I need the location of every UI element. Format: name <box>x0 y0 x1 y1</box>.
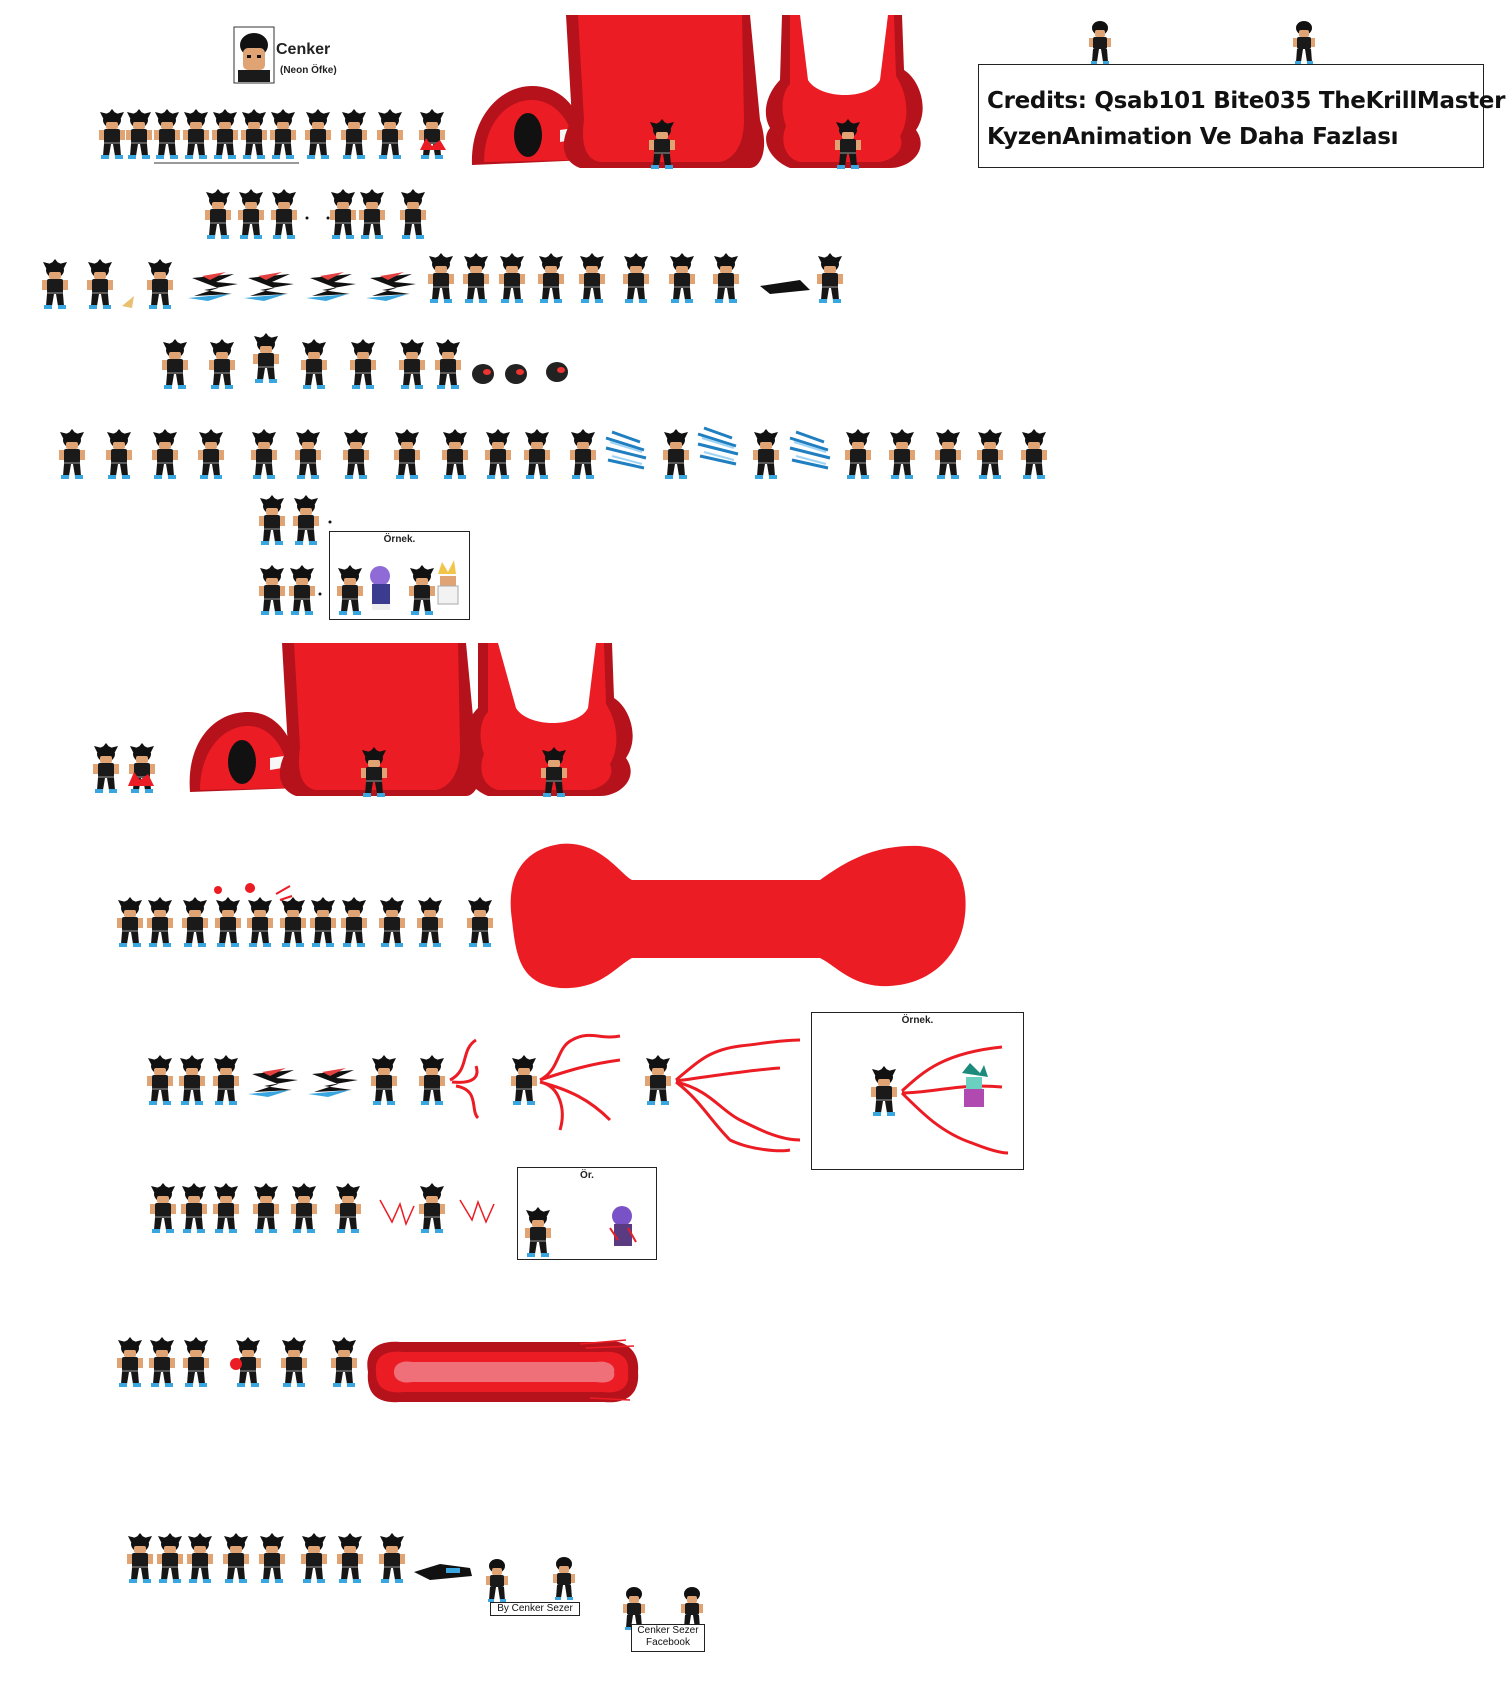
row-10 <box>150 1183 494 1233</box>
facebook-tag-line-1: Cenker Sezer <box>637 1625 699 1636</box>
row-2 <box>205 189 426 239</box>
row-idle <box>99 109 446 163</box>
example-label-2: Örnek. <box>901 1015 934 1026</box>
row-12 <box>127 1533 703 1630</box>
aura-flame-2 <box>464 643 633 797</box>
example-sprites-2 <box>812 1013 1023 1169</box>
row-small-beam <box>117 1337 638 1402</box>
opponent-sprite <box>370 566 390 610</box>
aura-large-2 <box>280 643 480 797</box>
row-big-beam <box>117 844 966 988</box>
row-tendrils <box>147 1035 800 1150</box>
example-box-3 <box>517 1167 657 1260</box>
row-aura-2 <box>93 712 300 793</box>
row-combo <box>59 428 1047 479</box>
example-sprites-1 <box>330 532 469 619</box>
character-subtitle: (Neon Öfke) <box>280 65 337 76</box>
aura-large-1 <box>564 15 764 169</box>
credits-box <box>978 64 1506 168</box>
example-box-2 <box>811 1012 1024 1170</box>
example-label-3: Ör. <box>580 1170 594 1181</box>
author-tag: By Cenker Sezer <box>490 1602 580 1616</box>
example-box-1 <box>329 531 470 620</box>
example-label-1: Örnek. <box>383 534 416 545</box>
opponent-sprite-2 <box>438 560 458 604</box>
aura-flame-1 <box>766 15 923 169</box>
row-dash <box>42 253 843 309</box>
avatar <box>234 27 274 83</box>
facebook-tag-line-2: Facebook <box>646 1637 690 1648</box>
credits-line-1: Credits: Qsab101 Bite035 TheKrillMaster <box>987 88 1506 114</box>
credits-line-2: KyzenAnimation Ve Daha Fazlası <box>987 124 1399 150</box>
row-4 <box>162 333 568 389</box>
opponent-sprite-4 <box>610 1206 636 1246</box>
example-sprites-3 <box>518 1168 656 1259</box>
row-6 <box>259 495 332 615</box>
facebook-tag <box>631 1624 705 1652</box>
character-name: Cenker <box>276 41 331 58</box>
